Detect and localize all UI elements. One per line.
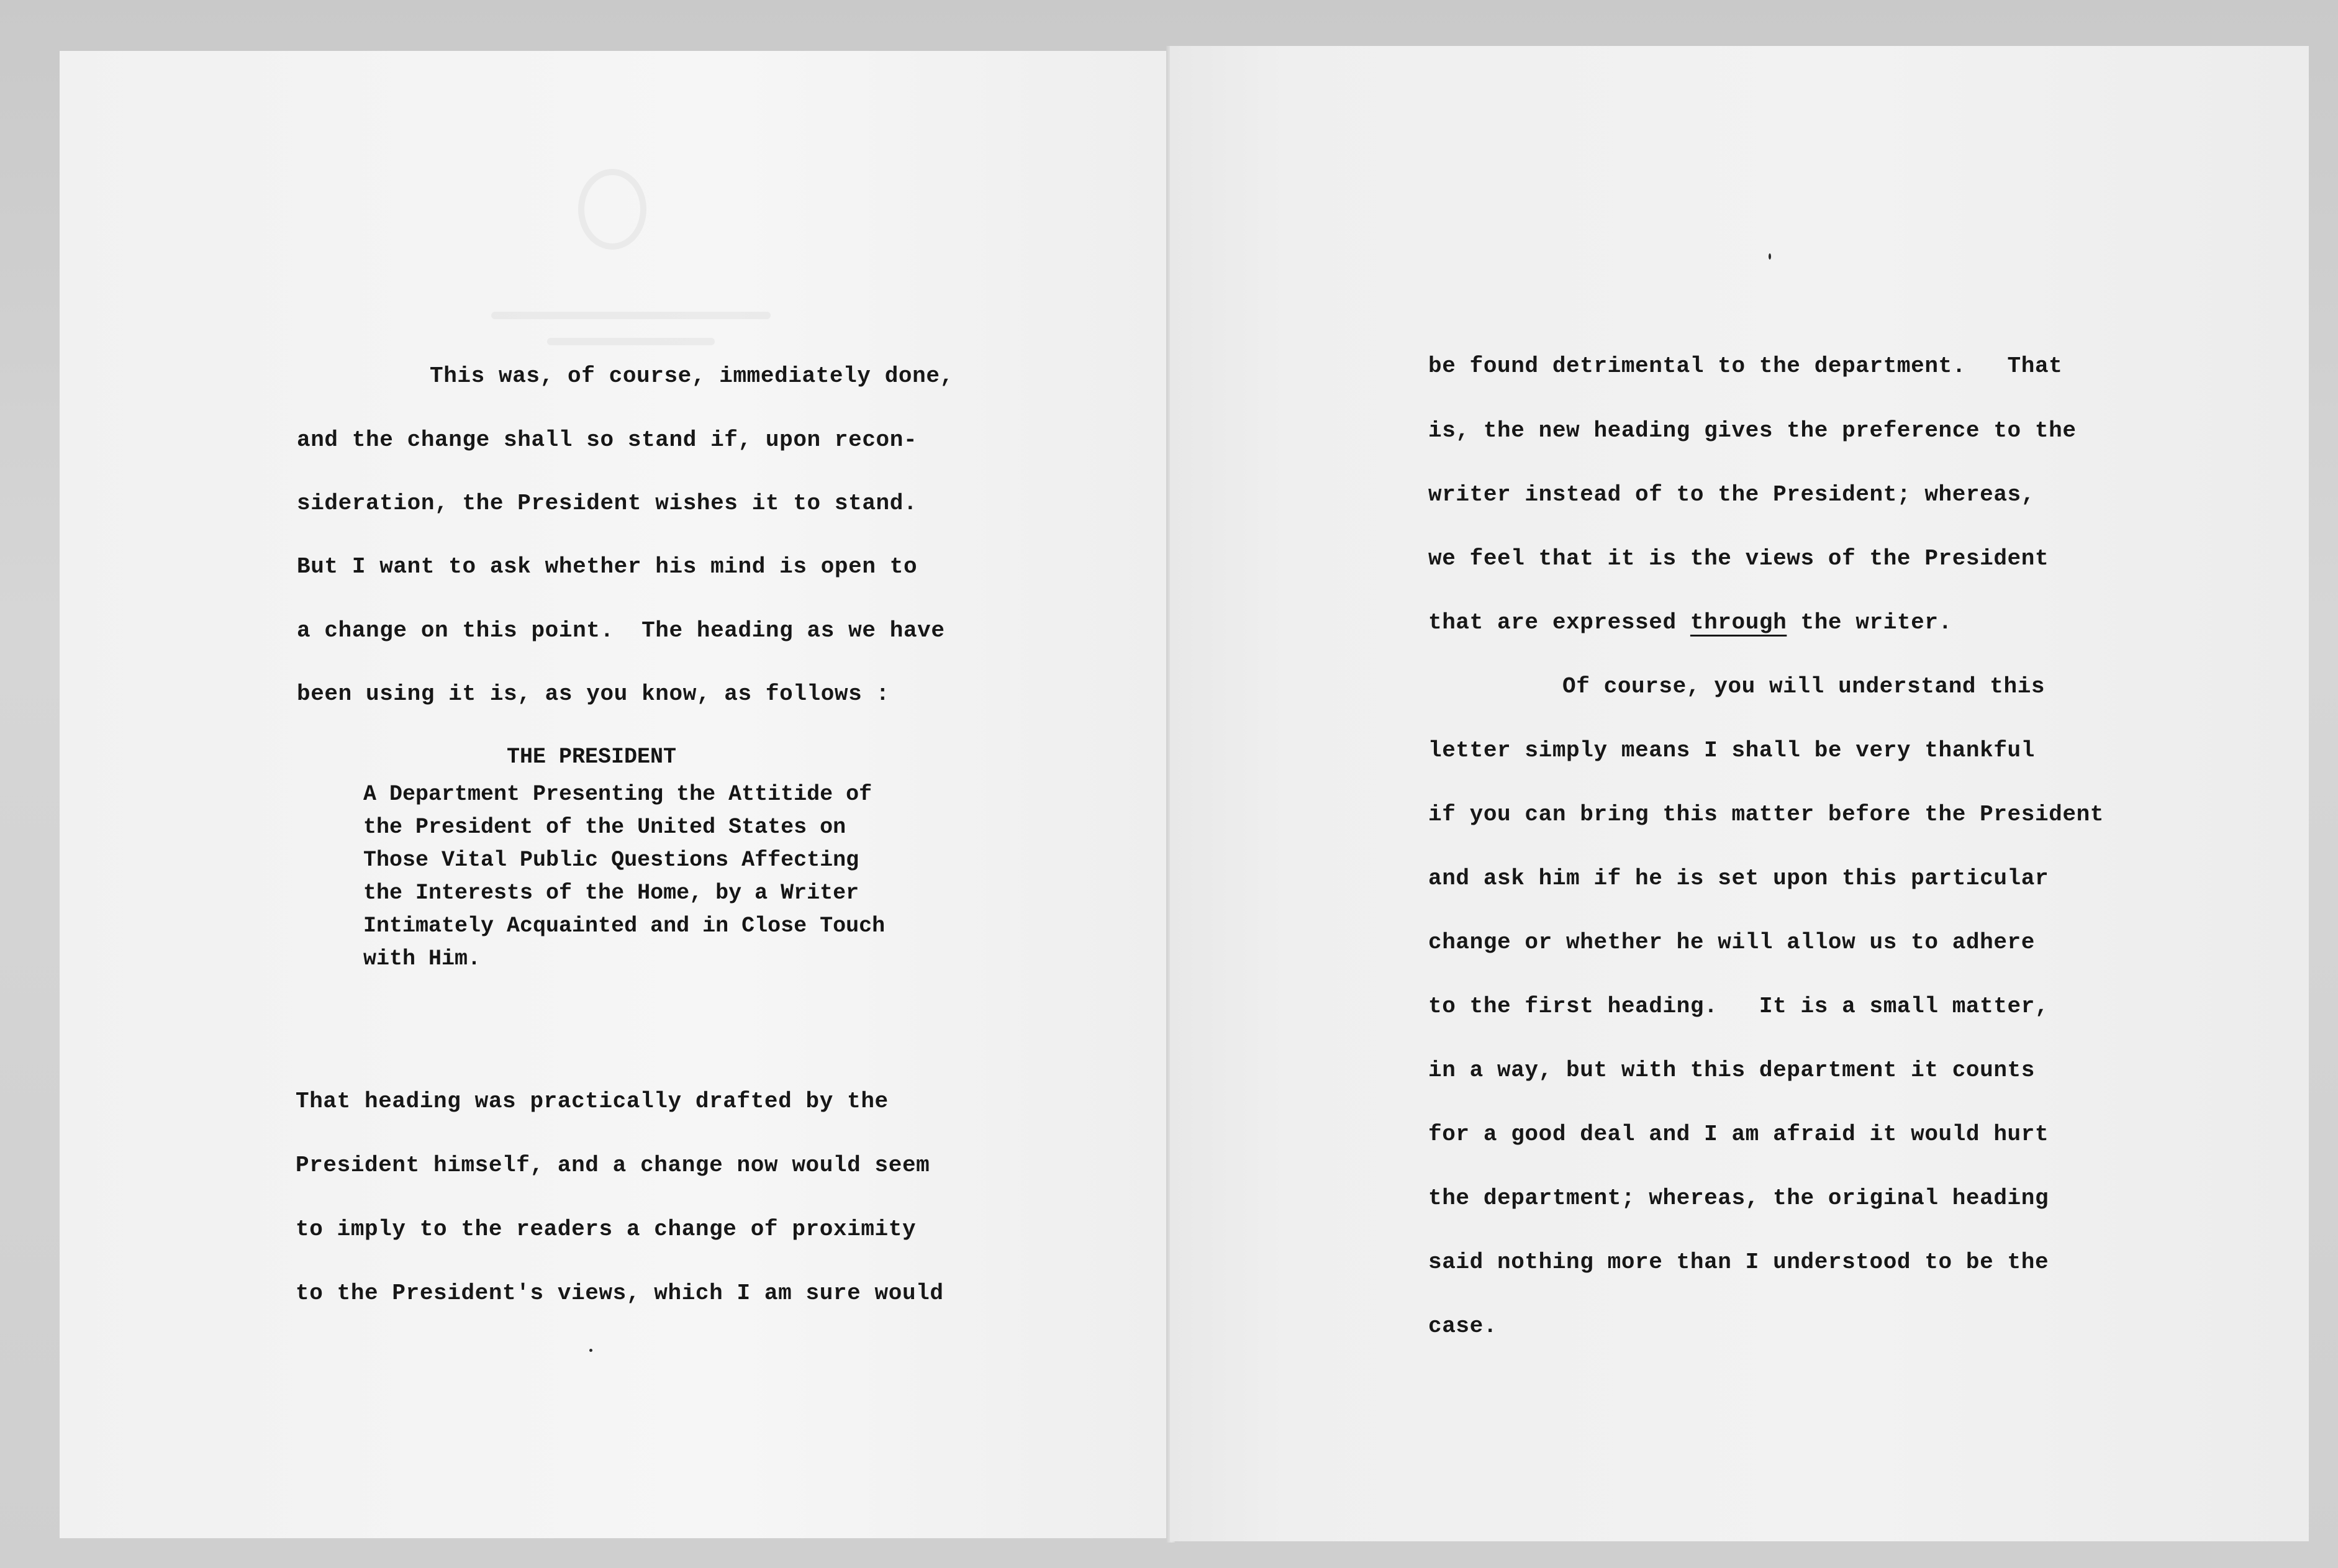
quoted-heading-line-3: Those Vital Public Questions Affecting [363,848,859,872]
left-para2-line-1: That heading was practically drafted by the [296,1089,889,1114]
right-para2-line-2: letter simply means I shall be very thankful [1428,738,2035,763]
quoted-heading-title: THE PRESIDENT [507,745,677,769]
right-para2-line-10: said nothing more than I understood to be the [1428,1249,2049,1275]
right-para1-line-2: is, the new heading gives the preference to the [1428,418,2077,443]
left-para1-line-1: This was, of course, immediately done, [430,363,954,389]
right-line5-after: the writer. [1787,610,1952,635]
right-para2-line-8: for a good deal and I am afraid it would hurt [1428,1122,2049,1147]
quoted-heading-line-4: the Interests of the Home, by a Writer [363,881,859,905]
left-para1-line-6: been using it is, as you know, as follows : [297,681,890,707]
right-para2-line-11: case. [1428,1313,1498,1339]
right-line5-before: that are expressed [1428,610,1690,635]
right-para2-line-4: and ask him if he is set upon this particular [1428,866,2049,891]
right-para2-line-9: the department; whereas, the original heading [1428,1185,2049,1211]
left-para2-line-2: President himself, and a change now would seem [296,1153,930,1178]
left-para2-line-4: to the President's views, which I am sure would [296,1280,944,1306]
right-page [1170,46,2309,1541]
right-para1-line-4: we feel that it is the views of the President [1428,546,2049,571]
underlined-word-through: through [1690,610,1787,635]
right-para2-line-7: in a way, but with this department it counts [1428,1058,2035,1083]
right-para2-line-1: Of course, you will understand this [1562,674,2046,699]
seal-ghost-icon [578,169,646,250]
right-para1-line-3: writer instead of to the President; whereas, [1428,482,2035,507]
quoted-heading-line-1: A Department Presenting the Attitide of [363,782,872,807]
left-para1-line-3: sideration, the President wishes it to stand. [297,491,918,516]
right-para2-line-5: change or whether he will allow us to adhere [1428,930,2035,955]
right-para1-line-5 [1428,612,1952,634]
quoted-heading-line-5: Intimately Acquainted and in Close Touch [363,913,886,938]
left-para1-line-5: a change on this point. The heading as we have [297,618,945,643]
left-para1-line-4: But I want to ask whether his mind is open to [297,554,918,579]
quoted-heading-line-6: with Him. [363,946,481,971]
right-para1-line-1: be found detrimental to the department. That [1428,353,2063,379]
right-para2-line-6: to the first heading. It is a small matter, [1428,994,2049,1019]
left-para2-line-3: to imply to the readers a change of proximity [296,1217,917,1242]
quoted-heading-line-2: the President of the United States on [363,815,846,840]
left-para1-line-2: and the change shall so stand if, upon recon- [297,427,918,453]
left-page [60,51,1170,1538]
right-para2-line-3: if you can bring this matter before the President [1428,802,2104,827]
letterhead-bleed-through [432,169,830,374]
